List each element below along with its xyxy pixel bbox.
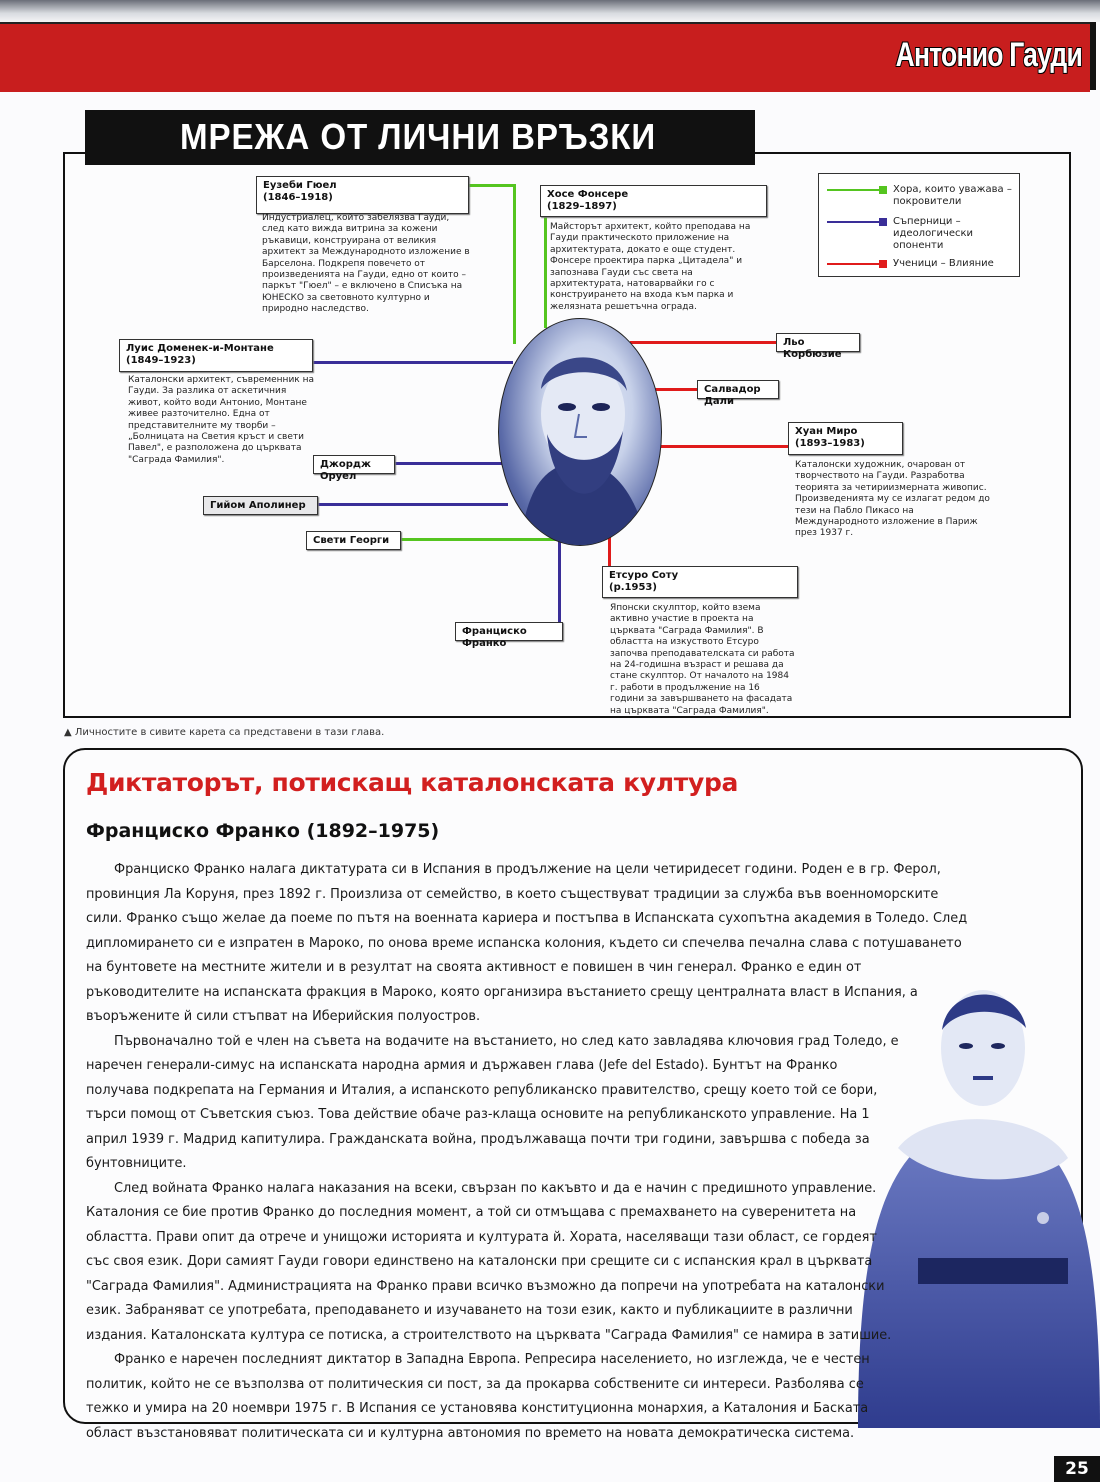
line-orwell [395, 462, 510, 465]
line-fontsere [544, 216, 547, 328]
legend-item-rivals [827, 216, 1017, 252]
line-guell-v [513, 184, 516, 344]
legend-label: Хора, които уважава – покровители [893, 184, 1012, 207]
person-name: Франциско Франко [462, 626, 527, 649]
article-paragraph: Първоначално той е член на съвета на водачите на въстанието, но след като завладява ключовия град Толедо, е наречен генерали-симус на испанската народна армия и държавен глава (Jefe del Estado). Бунтът на Франко получава подкрепата на Германия и Италия, а испанското републиканско правителство, срещу което той се бори, търси помощ от Съветския съюз. Това действие обаче раз-клаща основите на републиканското управление. На 1 април 1939 г. Мадрид капитулира. Гражданската война, продължаваща почти три години, завършва с победа за бунтовниците. [86, 1033, 899, 1171]
person-name: Джордж Оруел [320, 459, 371, 482]
person-box-george [306, 531, 401, 550]
legend-line-red [827, 263, 881, 265]
header-edge-mark [1090, 22, 1096, 90]
legend-line-green [827, 189, 881, 191]
article-paragraph: След войната Франко налага наказания на всеки, свързан по какъвто и да е начин с предишното управление. Каталония се бие против Франко до последния момент, а той си отмъщава с премахването на суверенитета на областта. Прави опит да отрече и унищожи историята и културата й. Хората, населяващи тази област, се гордеят със своя език. Дори самият Гауди говори единствено на каталонски при срещите си с испанския крал в църквата "Саграда Фамилия". Администрацията на Франко прави всичко възможно да попречи на употребата на каталонски език. Забраняват се употребата, преподаването и изучаването на този език, както и публикациите в различни издания. Каталонската култура се потиска, а строителството на църквата "Саграда Фамилия" се намира в затишие. [86, 1180, 892, 1343]
diagram-legend [818, 173, 1020, 277]
legend-line-blue [827, 221, 881, 223]
person-desc-guell: Индустриалец, който забелязва Гауди, след като вижда витрина за кожени ръкавици, конструирана от великия архитект за Международното изложение в Барселона. Подкрепя повечето от произведенията на Гауди, едно от които – паркът "Гюел" – е включено в Списъка на ЮНЕСКО за световното културно и природно наследство. [262, 213, 470, 315]
legend-label: Ученици – Влияние [893, 258, 994, 269]
person-years: (1829–1897) [547, 201, 617, 212]
person-box-corbusier [776, 333, 860, 360]
person-box-orwell [313, 455, 395, 482]
gaudi-portrait [498, 318, 662, 546]
person-box-fontsere [540, 185, 767, 217]
person-name: Хуан Миро [795, 426, 858, 437]
person-box-domenech [119, 339, 313, 372]
legend-item-patrons [827, 184, 1017, 212]
article-body [86, 858, 1026, 1446]
diagram-caption [64, 727, 384, 738]
article-title: Диктаторът, потискащ каталонската култура [86, 768, 739, 797]
caption-text: Личностите в сивите карета са представени в тази глава. [74, 727, 385, 738]
person-name: Свети Георги [313, 535, 390, 546]
person-desc-domenech: Каталонски архитект, съвременник на Гауди. За разлика от аскетичния живот, който води Антонио, Монтане живее разточително. Една от представителните му творби – „Болницата на Светия кръст и свети Павел", е разположена до църквата "Саграда Фамилия". [128, 375, 314, 465]
person-box-miro [788, 422, 903, 455]
diagram-title: МРЕЖА ОТ ЛИЧНИ ВРЪЗКИ [180, 116, 657, 157]
person-years: (1893–1983) [795, 438, 865, 449]
person-years: (р.1953) [609, 582, 657, 593]
article-paragraph: Франко е наречен последният диктатор в Западна Европа. Репресира населението, но изглежда, че е честен политик, който не се възползва от политическия си пост, за да прокарва собствените си интереси. Разболява се тежко и умира на 20 ноември 1975 г. В Испания се установява конституционна монархия, а Каталония и Баската област възстановяват политическата си и културна автономия по времето на новата демократическа система. [86, 1352, 870, 1441]
page-number: 25 [1054, 1456, 1100, 1482]
article-subtitle: Франциско Франко (1892–1975) [86, 820, 440, 842]
person-box-guell [256, 176, 469, 214]
legend-square-blue [879, 218, 887, 226]
legend-square-green [879, 186, 887, 194]
line-franco [558, 538, 561, 628]
person-years: (1846–1918) [263, 192, 333, 203]
person-desc-sotoo: Японски скулптор, който взема активно участие в проекта на църквата "Саграда Фамилия". В областта на изкуството Етсуро започва преподавателската си работа на 24-годишна възраст и решава да стане скулптор. От началото на 1984 г. работи в продължение на 16 години за завършването на фасадата на църквата "Саграда Фамилия". [610, 603, 795, 716]
person-name: Салвадор Дали [704, 384, 761, 407]
person-box-apollinaire [203, 496, 318, 515]
line-apollinaire [318, 503, 508, 506]
line-miro [660, 445, 788, 448]
line-corbusier [630, 341, 776, 344]
line-george [401, 538, 561, 541]
person-name: Льо Корбюзие [783, 337, 842, 360]
gaudi-portrait-image [499, 319, 661, 545]
triangle-up-icon: ▲ [64, 727, 72, 738]
person-box-franco [455, 622, 563, 649]
person-name: Еузеби Гюел [263, 180, 337, 191]
line-domenech [313, 361, 513, 364]
person-name: Луис Доменек-и-Монтане [126, 343, 274, 354]
person-years: (1849–1923) [126, 355, 196, 366]
page-top-edge [0, 0, 1100, 22]
legend-label: Съперници – идеологически опоненти [893, 216, 974, 251]
legend-square-red [879, 260, 887, 268]
legend-item-students [827, 258, 1017, 272]
person-desc-miro: Каталонски художник, очарован от творчеството на Гауди. Разработва теорията за четириизмерната живопис. Произведенията му се излагат редом до тези на Пабло Пикасо на Международното изложение в Париж през 1937 г. [795, 460, 990, 539]
person-name: Етсуро Соту [609, 570, 679, 581]
person-box-dali [697, 380, 779, 407]
person-name: Хосе Фонсере [547, 189, 629, 200]
person-box-sotoo [602, 566, 798, 598]
line-guell-h [469, 184, 515, 187]
chapter-title: Антонио Гауди [895, 36, 1082, 74]
article-paragraph: Франциско Франко налага диктатурата си в Испания в продължение на цели четиридесет години. Роден е в гр. Ферол, провинция Ла Коруня, през 1892 г. Произлиза от семейство, в което съществуват традиции за служба във военноморските сили. Франко също желае да поеме по пътя на военната кариера и постъпва в Испанската сухопътна академия в Толедо. След дипломирането си е изпратен в Мароко, по онова време испанска колония, където си спечелва печална слава с потушаването на бунтовете на местните жители и в резултат на своята активност е повишен в чин генерал. Франко е един от ръководителите на испанската фракция в Мароко, която организира въстанието срещу централната власт в Испания, а въоръжените й сили стъпват на Иберийския полуостров. [86, 862, 968, 1024]
person-desc-fontsere: Майсторът архитект, който преподава на Гауди практическото приложение на архитектурата, докато е още студент. Фонсере проектира парка „Цитадела" и запознава Гауди със света на архитектурата, натоварвайки го с конструирането на входа към парка и желязната решетъчна ограда. [550, 222, 751, 312]
person-name: Гийом Аполинер [210, 500, 306, 511]
diagram-title-bar [85, 110, 755, 165]
line-dali [655, 388, 697, 391]
